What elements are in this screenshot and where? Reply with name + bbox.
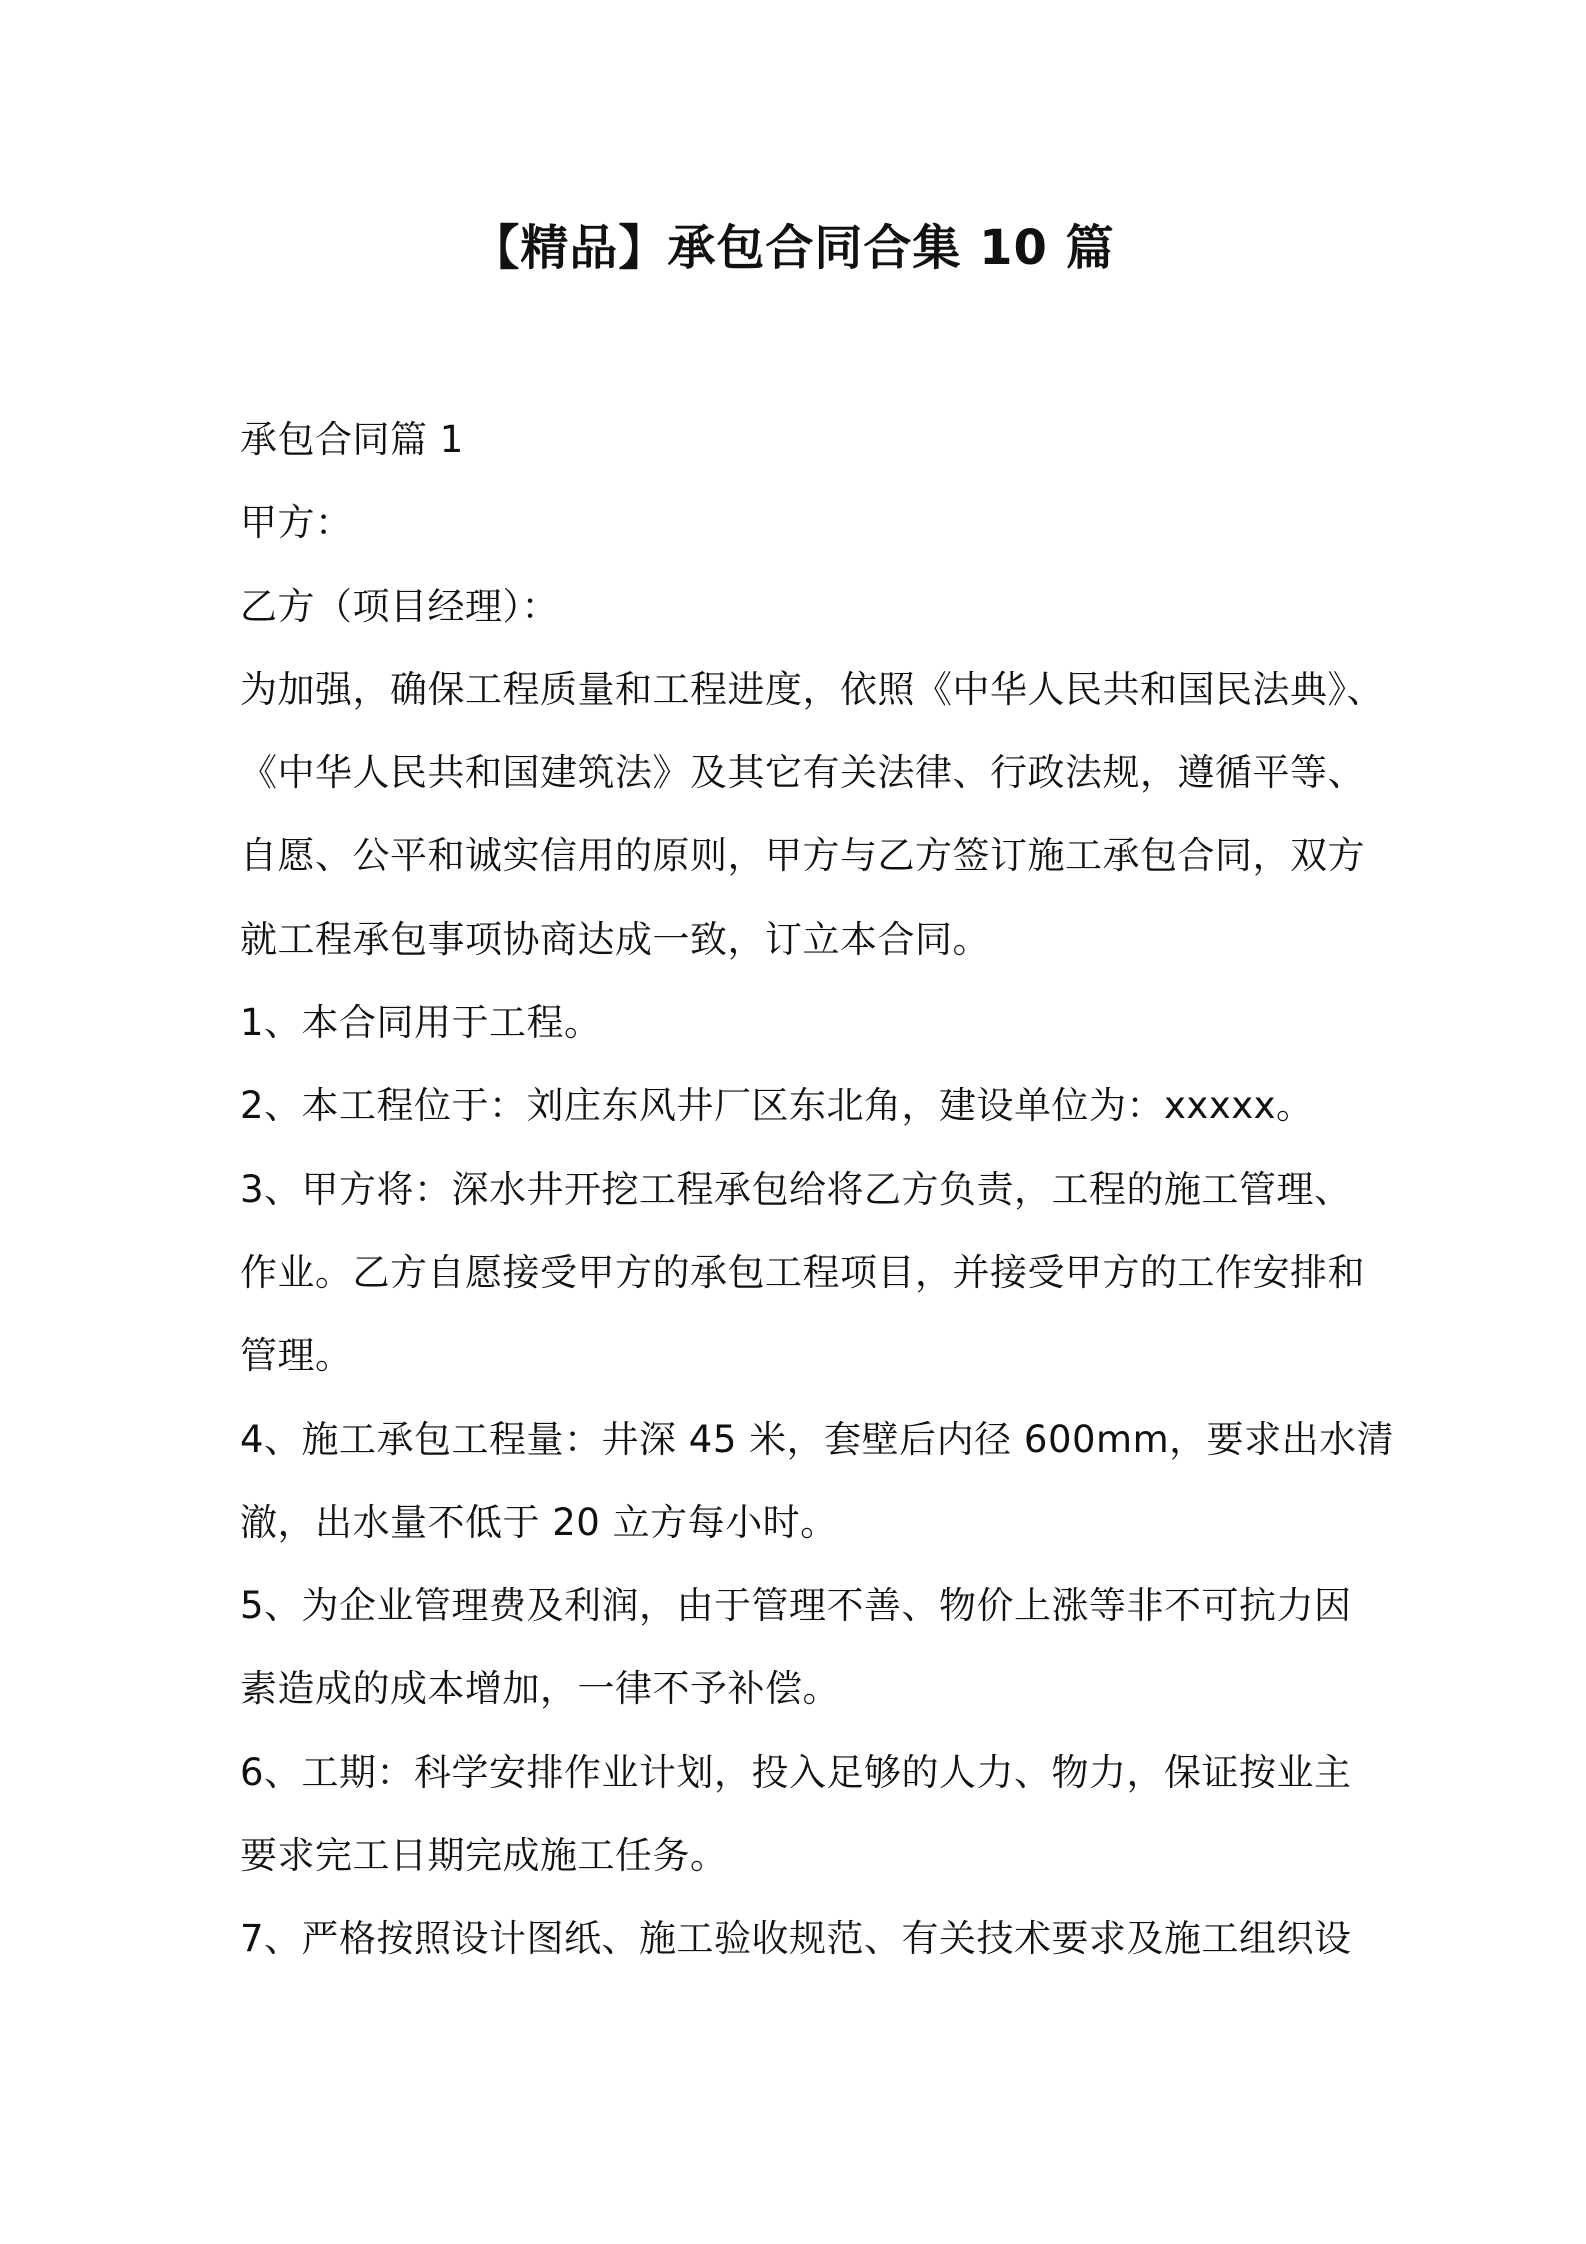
clause-line: 6、工期：科学安排作业计划，投入足够的人力、物力，保证按业主 [240, 1750, 1352, 1794]
clause-line: 1、本合同用于工程。 [240, 1001, 602, 1045]
clause-line: 作业。乙方自愿接受甲方的承包工程项目，并接受甲方的工作安排和 [240, 1250, 1365, 1294]
clause-line: 管理。 [240, 1334, 353, 1378]
party-b-line: 乙方（项目经理）： [240, 584, 559, 628]
body-line: 自愿、公平和诚实信用的原则，甲方与乙方签订施工承包合同，双方 [240, 834, 1365, 878]
body-line: 为加强，确保工程质量和工程进度，依照《中华人民共和国民法典》、 [240, 667, 1384, 711]
section-heading: 承包合同篇 1 [240, 418, 464, 461]
clause-line: 5、为企业管理费及利润，由于管理不善、物价上涨等非不可抗力因 [240, 1584, 1352, 1628]
clause-line: 素造成的成本增加，一律不予补偿。 [240, 1667, 840, 1711]
clause-line: 3、甲方将：深水井开挖工程承包给将乙方负责，工程的施工管理、 [240, 1167, 1352, 1211]
body-line: 《中华人民共和国建筑法》及其它有关法律、行政法规，遵循平等、 [240, 751, 1365, 795]
clause-line: 2、本工程位于：刘庄东风井厂区东北角，建设单位为：xxxxx。 [240, 1084, 1314, 1128]
clause-line: 7、严格按照设计图纸、施工验收规范、有关技术要求及施工组织设 [240, 1917, 1352, 1961]
clause-line: 要求完工日期完成施工任务。 [240, 1834, 728, 1878]
document-title: 【精品】承包合同合集 10 篇 [471, 220, 1115, 276]
clause-line: 4、施工承包工程量：井深 45 米，套壁后内径 600mm，要求出水清 [240, 1417, 1395, 1461]
party-a-line: 甲方： [240, 501, 353, 545]
document-body [240, 398, 1395, 1981]
clause-line: 澈，出水量不低于 20 立方每小时。 [240, 1500, 838, 1544]
body-line: 就工程承包事项协商达成一致，订立本合同。 [240, 917, 990, 961]
